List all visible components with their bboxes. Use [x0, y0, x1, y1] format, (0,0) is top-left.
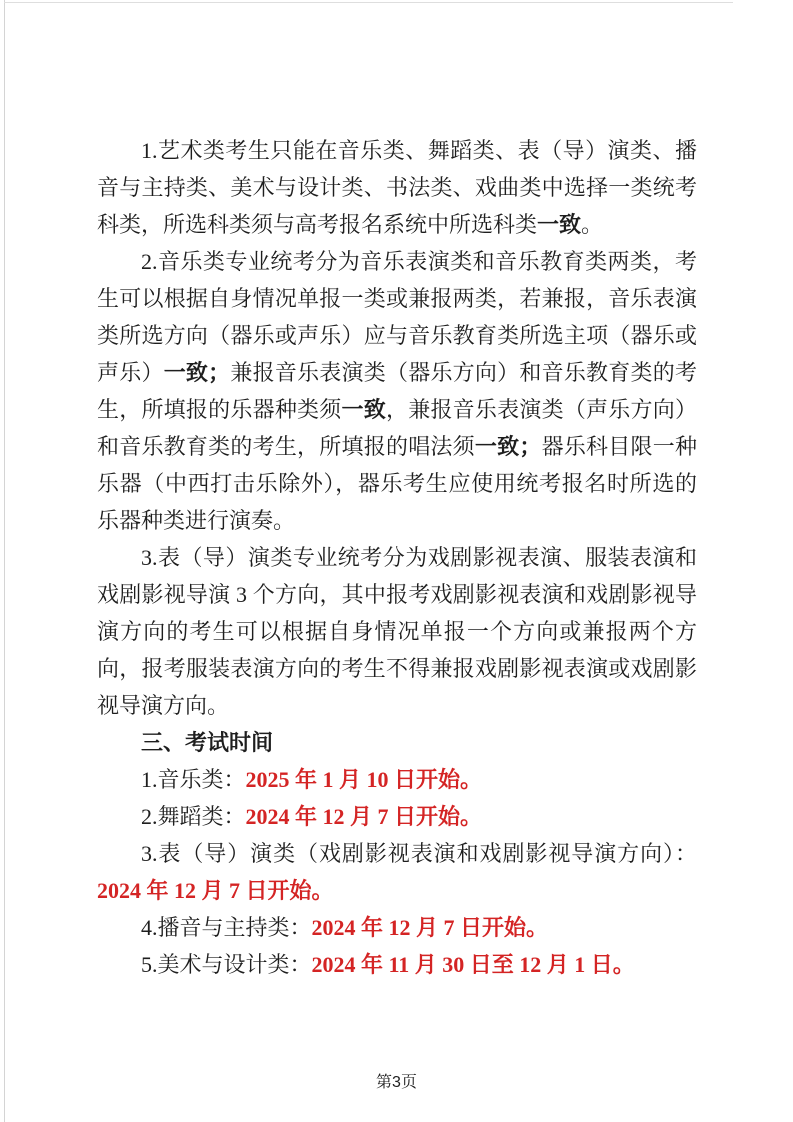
exam-date-text: 2024 年 12 月 7 日开始。 [311, 915, 549, 940]
page-edge-line-top [4, 2, 733, 3]
paragraph [97, 835, 697, 909]
text-run: 。 [581, 212, 604, 237]
document-body [97, 132, 697, 983]
exam-date-text: 2024 年 12 月 7 日开始。 [97, 878, 334, 903]
paragraph [97, 132, 697, 243]
text-run: 3.表（导）演类专业统考分为戏剧影视表演、服装表演和戏剧影视导演 3 个方向，其中报考戏剧影视表演和戏剧影视导演方向的考生可以根据自身情况单报一个方向或兼报两个方向，报考服装表演方向的考生不得兼报戏剧影视表演或戏剧影视导演方向。 [97, 545, 697, 718]
exam-date-text: 2024 年 11 月 30 日至 12 月 1 日。 [311, 952, 635, 977]
paragraph [97, 761, 697, 798]
text-run: 4.播音与主持类： [141, 915, 312, 940]
text-run: 2.音乐类专业统考分为音乐表演类和音乐教育类两类，考生可以根据自身情况单报一类或兼报两类，若兼报，音乐表演类所选方向（器乐或声乐）应与音乐教育类所选主项（器乐或声乐） [97, 249, 697, 385]
paragraph [97, 243, 697, 539]
page-number: 第3页 [376, 1074, 417, 1091]
text-run: 一致 [537, 212, 582, 237]
paragraph [97, 909, 697, 946]
exam-date-text: 2025 年 1 月 10 日开始。 [245, 767, 483, 792]
text-run: 3.表（导）演类（戏剧影视表演和戏剧影视导演方向）： [141, 841, 697, 866]
section-heading [97, 724, 697, 761]
text-run: 1.音乐类： [141, 767, 246, 792]
paragraph [97, 946, 697, 983]
page-edge-line-left [4, 0, 5, 1122]
paragraph [97, 798, 697, 835]
text-run: 1.艺术类考生只能在音乐类、舞蹈类、表（导）演类、播音与主持类、美术与设计类、书法类、戏曲类中选择一类统考科类，所选科类须与高考报名系统中所选科类 [97, 138, 697, 237]
text-run: 一致； [163, 360, 231, 385]
page-footer [0, 1069, 793, 1092]
text-run: 一致； [474, 434, 542, 459]
text-run: ，兼报音乐表演类（声乐方向）和音乐教育类的考生，所填报的唱法须 [97, 397, 697, 459]
text-run: 三、考试时间 [141, 730, 274, 755]
text-run: 一致 [341, 397, 386, 422]
text-run: 5.美术与设计类： [141, 952, 312, 977]
exam-date-text: 2024 年 12 月 7 日开始。 [245, 804, 483, 829]
text-run: 器乐科目限一种乐器（中西打击乐除外），器乐考生应使用统考报名时所选的乐器种类进行演奏。 [97, 434, 697, 533]
text-run: 2.舞蹈类： [141, 804, 246, 829]
paragraph [97, 539, 697, 724]
text-run: 兼报音乐表演类（器乐方向）和音乐教育类的考生，所填报的乐器种类须 [97, 360, 697, 422]
